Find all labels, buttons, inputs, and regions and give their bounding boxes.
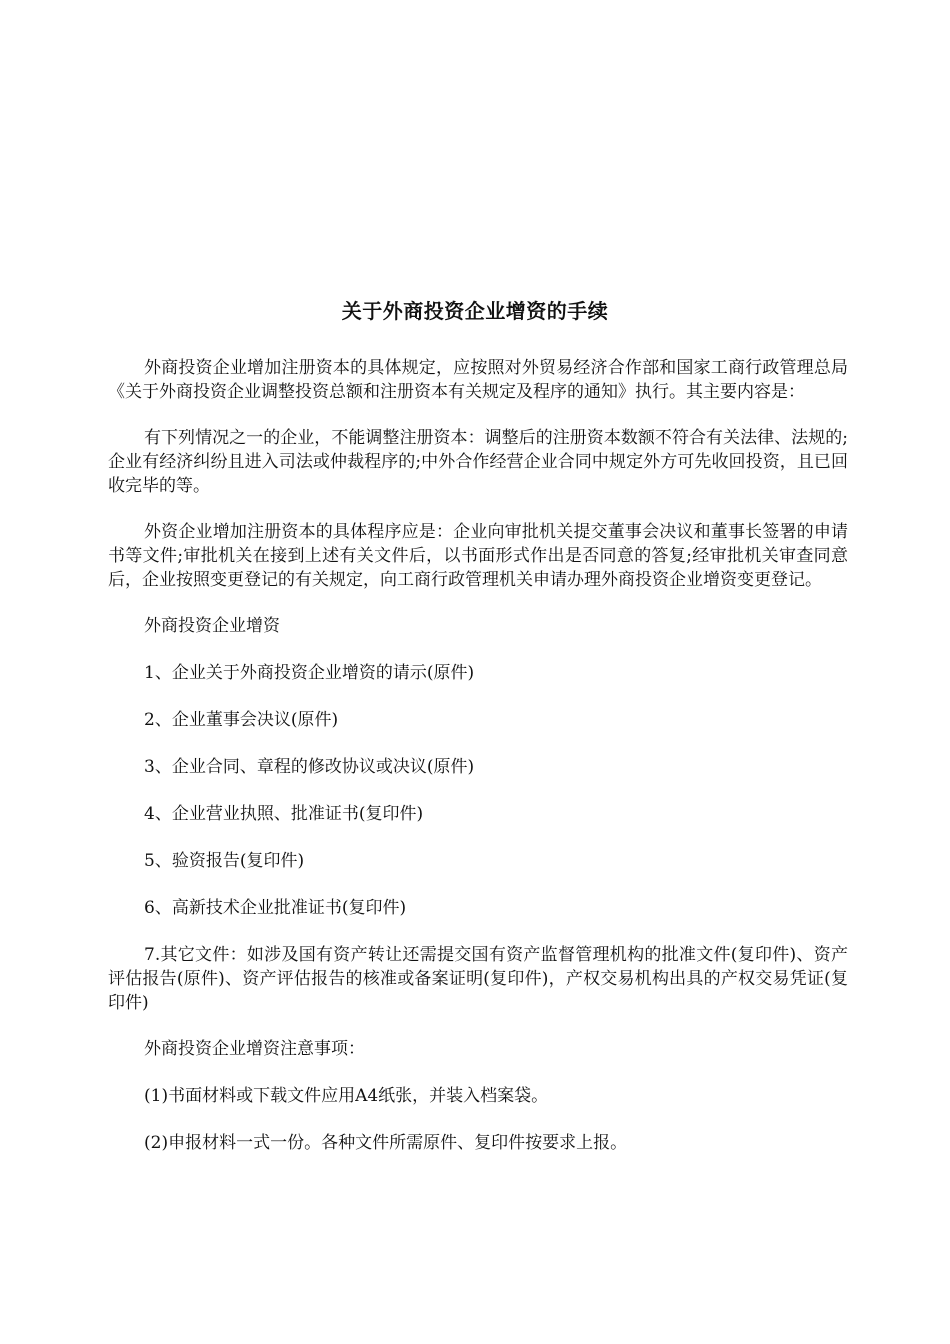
section-heading-notes: 外商投资企业增资注意事项：: [144, 1039, 365, 1059]
paragraph-restrictions: 有下列情况之一的企业，不能调整注册资本：调整后的注册资本数额不符合有关法律、法规的;企业有经济纠纷且进入司法或仲裁程序的;中外合作经营企业合同中规定外方可先收回投资，且已回收完毕的等。: [108, 428, 848, 496]
note-item: (1)书面材料或下载文件应用A4纸张，并装入档案袋。: [144, 1086, 549, 1106]
list-item: 3、企业合同、章程的修改协议或决议(原件): [144, 757, 475, 777]
list-item: 5、验资报告(复印件): [144, 851, 305, 871]
paragraph-procedure: 外资企业增加注册资本的具体程序应是：企业向审批机关提交董事会决议和董事长签署的申请书等文件;审批机关在接到上述有关文件后，以书面形式作出是否同意的答复;经审批机关审查同意后，企业按照变更登记的有关规定，向工商行政管理机关申请办理外商投资企业增资变更登记。: [108, 522, 848, 590]
note-item: (2)申报材料一式一份。各种文件所需原件、复印件按要求上报。: [144, 1133, 628, 1153]
list-item: 6、高新技术企业批准证书(复印件): [144, 898, 407, 918]
document-body: [108, 356, 848, 1178]
list-item: 7.其它文件：如涉及国有资产转让还需提交国有资产监督管理机构的批准文件(复印件)、资产评估报告(原件)、资产评估报告的核准或备案证明(复印件)，产权交易机构出具的产权交易凭证(复印件): [108, 945, 848, 1013]
document-title: 关于外商投资企业增资的手续: [341, 299, 609, 323]
list-item: 4、企业营业执照、批准证书(复印件): [144, 804, 424, 824]
paragraph-intro: 外商投资企业增加注册资本的具体规定，应按照对外贸易经济合作部和国家工商行政管理总局《关于外商投资企业调整投资总额和注册资本有关规定及程序的通知》执行。其主要内容是：: [108, 358, 848, 402]
list-item: 2、企业董事会决议(原件): [144, 710, 339, 730]
list-item: 1、企业关于外商投资企业增资的请示(原件): [144, 663, 475, 683]
section-heading-materials: 外商投资企业增资: [144, 616, 280, 636]
